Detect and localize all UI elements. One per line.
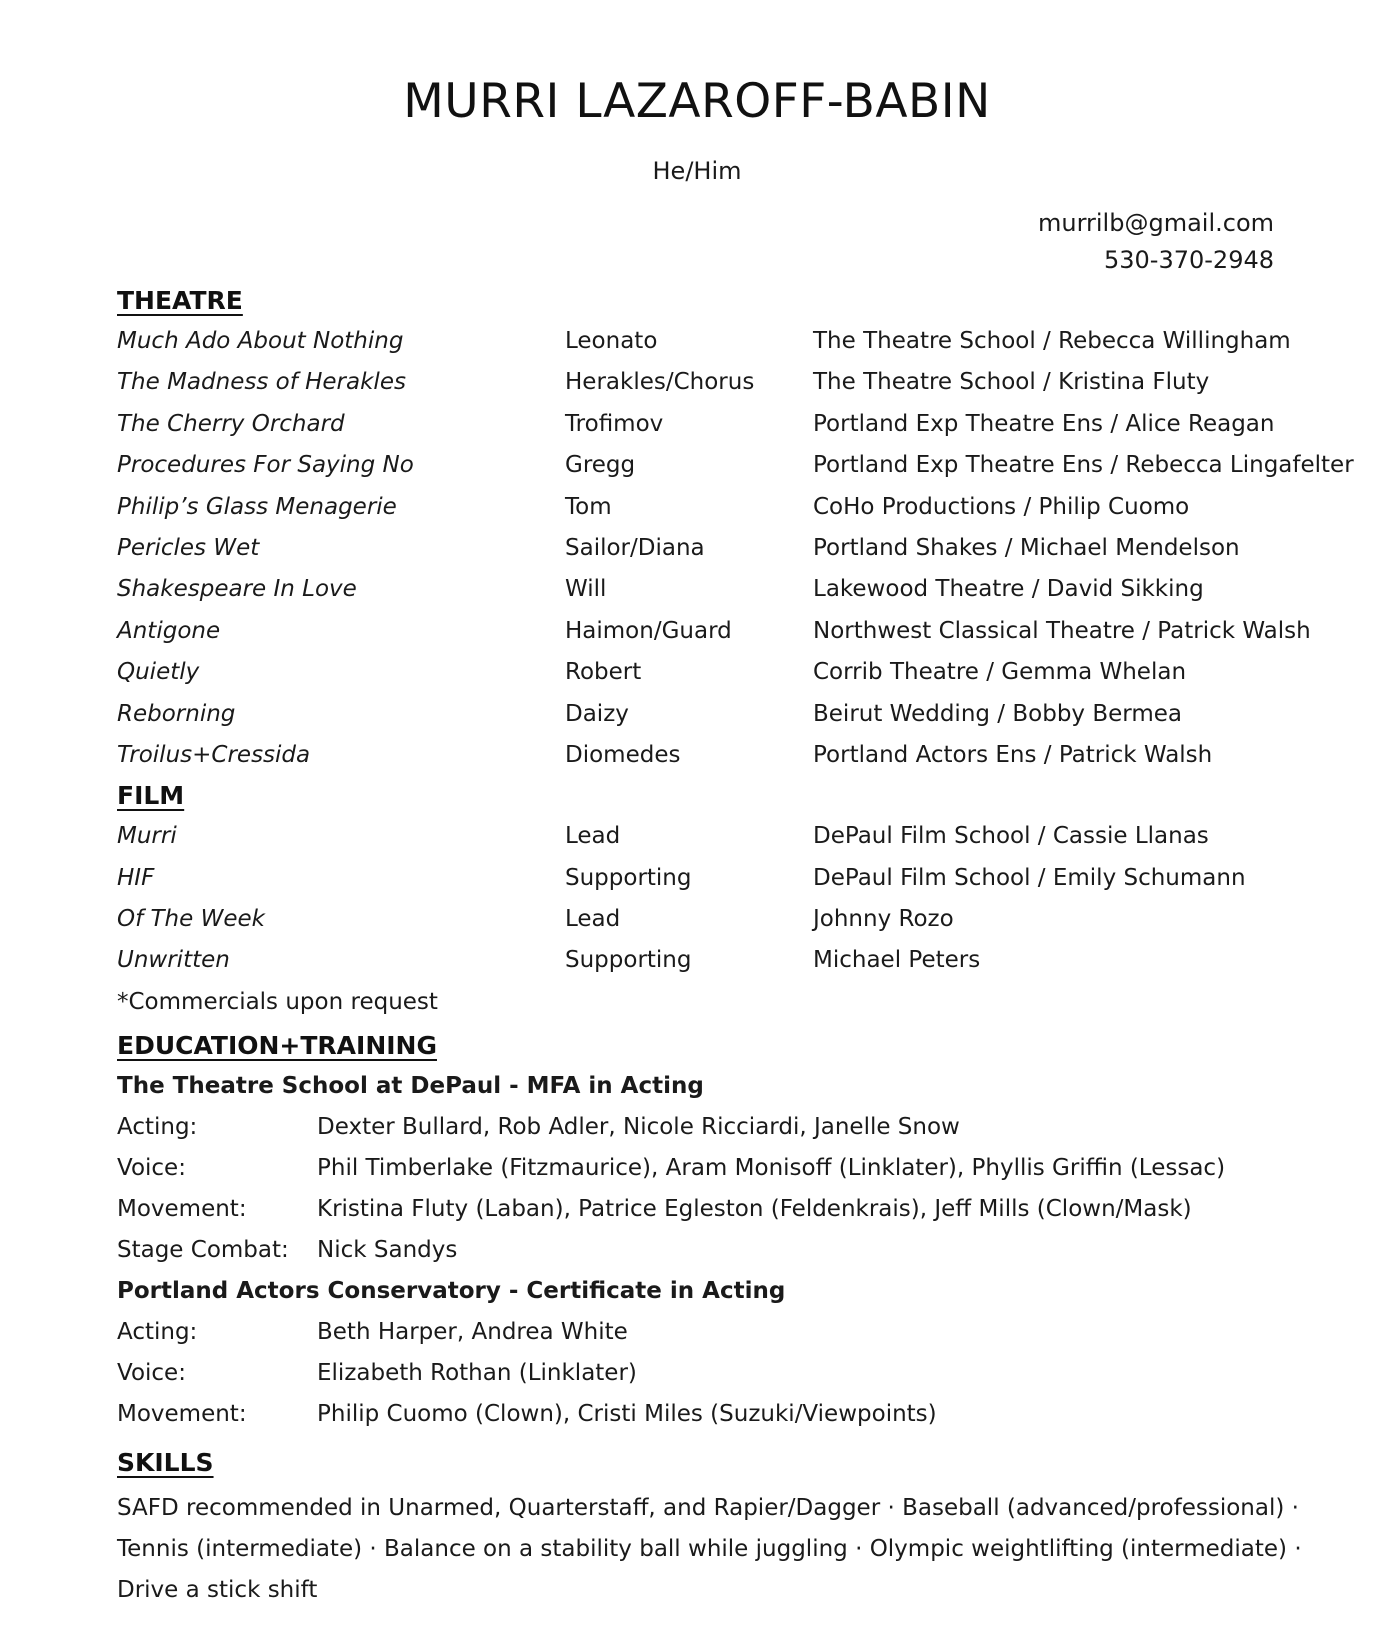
company-director: Lakewood Theatre / David Sikking (813, 576, 1204, 603)
film-list (117, 821, 1327, 987)
role: Daizy (565, 700, 629, 727)
table-row (117, 740, 1327, 781)
company-director: Johnny Rozo (813, 906, 954, 933)
training-instructors: Dexter Bullard, Rob Adler, Nicole Ricciardi, Janelle Snow (317, 1113, 960, 1140)
pronouns: He/Him (652, 157, 742, 185)
role: Robert (565, 659, 642, 686)
production-title: Quietly (117, 659, 200, 686)
training-label: Acting: (117, 1113, 198, 1140)
company-director: Portland Shakes / Michael Mendelson (813, 534, 1240, 561)
role: Haimon/Guard (565, 617, 732, 644)
film-heading: FILM (117, 781, 185, 811)
training-row (117, 1358, 1327, 1399)
production-title: Reborning (117, 700, 236, 727)
table-row (117, 409, 1327, 450)
company-director: The Theatre School / Rebecca Willingham (813, 328, 1291, 354)
training-instructors: Beth Harper, Andrea White (317, 1318, 628, 1345)
training-instructors: Kristina Fluty (Laban), Patrice Egleston (Feldenkrais), Jeff Mills (Clown/Mask) (317, 1195, 1192, 1222)
film-title: Murri (117, 823, 177, 850)
role: Supporting (565, 864, 692, 891)
training-label: Movement: (117, 1195, 247, 1222)
production-title: Much Ado About Nothing (117, 328, 404, 354)
production-title: The Madness of Herakles (117, 369, 406, 396)
film-title: Of The Week (117, 906, 265, 933)
training-label: Voice: (117, 1154, 186, 1181)
table-row (117, 574, 1327, 615)
company-director: The Theatre School / Kristina Fluty (813, 369, 1210, 396)
training-instructors: Elizabeth Rothan (Linklater) (317, 1359, 637, 1386)
skills-heading: SKILLS (117, 1447, 214, 1477)
training-row (117, 1399, 1327, 1440)
training-label: Voice: (117, 1359, 186, 1386)
company-director: CoHo Productions / Philip Cuomo (813, 493, 1190, 520)
theatre-list (117, 326, 1354, 781)
company-director: DePaul Film School / Cassie Llanas (813, 823, 1209, 850)
table-row (117, 821, 1327, 862)
film-title: HIF (117, 864, 155, 891)
training-instructors: Philip Cuomo (Clown), Cristi Miles (Suzuki/Viewpoints) (317, 1400, 937, 1427)
production-title: Shakespeare In Love (117, 576, 357, 603)
table-row (117, 326, 1327, 367)
training-row (117, 1153, 1327, 1194)
company-director: Northwest Classical Theatre / Patrick Walsh (813, 617, 1311, 644)
role: Sailor/Diana (565, 534, 705, 561)
company-director: Beirut Wedding / Bobby Bermea (813, 700, 1182, 727)
role: Leonato (565, 328, 658, 354)
resume-name: MURRI LAZAROFF-BABIN (403, 74, 991, 129)
role: Tom (565, 493, 612, 520)
training-label: Acting: (117, 1318, 198, 1345)
production-title: Antigone (117, 617, 221, 644)
role: Gregg (565, 452, 636, 479)
theatre-heading: THEATRE (117, 286, 243, 315)
table-row (117, 367, 1327, 408)
role: Will (565, 576, 607, 603)
commercials-note: *Commercials upon request (117, 988, 438, 1015)
skills-text: SAFD recommended in Unarmed, Quarterstaff, and Rapier/Dagger · Baseball (advanced/professional) · Tennis (intermediate) · Balance on a stability ball while juggling · Olympic weightlifting (intermediate) · Drive a stick shift (117, 1494, 1302, 1603)
production-title: The Cherry Orchard (117, 410, 345, 437)
phone[interactable]: 530-370-2948 (1103, 246, 1274, 274)
production-title: Pericles Wet (117, 534, 260, 561)
training-label: Stage Combat: (117, 1236, 289, 1263)
table-row (117, 699, 1327, 740)
table-row (117, 616, 1327, 657)
company-director: Portland Exp Theatre Ens / Alice Reagan (813, 410, 1275, 437)
table-row (117, 657, 1327, 698)
role: Herakles/Chorus (565, 369, 755, 396)
production-title: Troilus+Cressida (117, 741, 311, 768)
role: Diomedes (565, 741, 681, 768)
film-title: Unwritten (117, 947, 230, 974)
role: Lead (565, 906, 621, 933)
company-director: Corrib Theatre / Gemma Whelan (813, 659, 1187, 686)
table-row (117, 863, 1327, 904)
company-director: DePaul Film School / Emily Schumann (813, 864, 1246, 891)
company-director: Portland Actors Ens / Patrick Walsh (813, 741, 1213, 768)
role: Supporting (565, 947, 692, 974)
training-row (117, 1112, 1327, 1153)
company-director: Michael Peters (813, 947, 981, 974)
training-label: Movement: (117, 1400, 247, 1427)
contact-info (1038, 205, 1274, 279)
training-row (117, 1235, 1327, 1276)
training-instructors: Phil Timberlake (Fitzmaurice), Aram Monisoff (Linklater), Phyllis Griffin (Lessac) (317, 1154, 1226, 1181)
role: Trofimov (565, 410, 664, 437)
email[interactable]: murrilb@gmail.com (1037, 209, 1274, 237)
table-row (117, 945, 1327, 986)
training-instructors: Nick Sandys (317, 1236, 458, 1263)
role: Lead (565, 823, 621, 850)
company-director: Portland Exp Theatre Ens / Rebecca Lingafelter (813, 452, 1354, 479)
school-name: Portland Actors Conservatory - Certificate in Acting (117, 1277, 786, 1304)
table-row (117, 904, 1327, 945)
education-heading: EDUCATION+TRAINING (117, 1030, 437, 1060)
production-title: Procedures For Saying No (117, 452, 414, 479)
resume-content (117, 286, 1354, 1611)
table-row (117, 533, 1327, 574)
training-row (117, 1317, 1327, 1358)
training-row (117, 1194, 1327, 1235)
table-row (117, 450, 1354, 491)
school-name: The Theatre School at DePaul - MFA in Acting (117, 1072, 704, 1099)
table-row (117, 492, 1327, 533)
production-title: Philip’s Glass Menagerie (117, 493, 397, 520)
